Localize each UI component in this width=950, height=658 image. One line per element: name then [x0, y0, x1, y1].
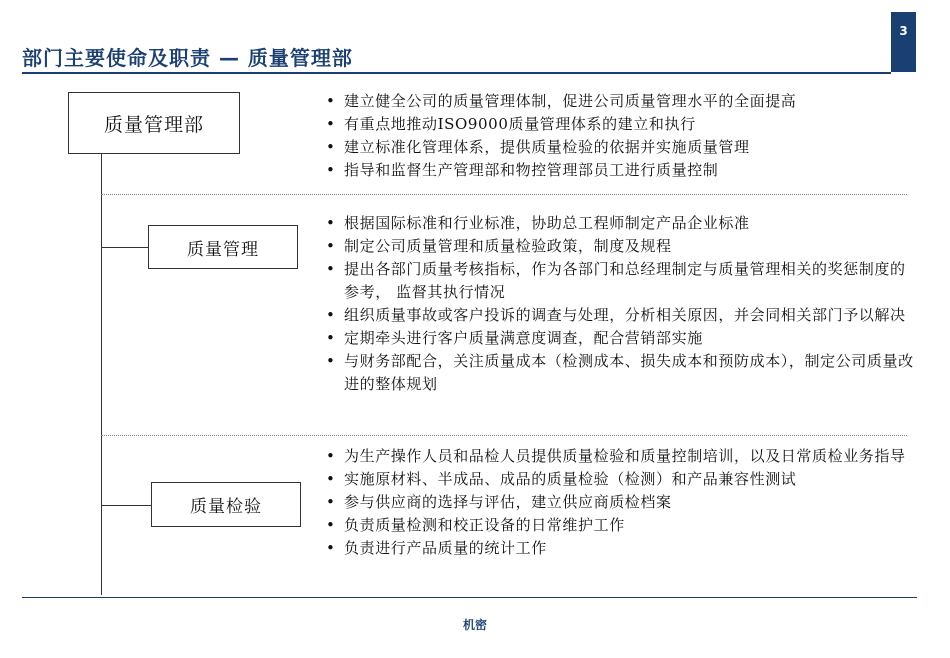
section-divider-1	[101, 194, 907, 195]
list-item: • 建立健全公司的质量管理体制，促进公司质量管理水平的全面提高	[326, 90, 916, 113]
list-item: • 实施原材料、半成品、成品的质量检验（检测）和产品兼容性测试	[326, 468, 916, 491]
page-number-badge: 3	[891, 12, 916, 72]
list-item: • 参与供应商的选择与评估，建立供应商质检档案	[326, 491, 916, 514]
section-divider-2	[101, 435, 907, 436]
list-item: • 制定公司质量管理和质量检验政策，制度及规程	[326, 235, 916, 258]
org-box-quality-management	[148, 225, 298, 269]
quality-management-duties-list	[326, 212, 916, 396]
list-item: • 定期牵头进行客户质量满意度调查，配合营销部实施	[326, 327, 916, 350]
list-item: • 与财务部配合，关注质量成本（检测成本、损失成本和预防成本），制定公司质量改进的整体规划	[326, 350, 916, 396]
org-connector-quality-inspection	[101, 505, 151, 506]
list-item: • 根据国际标准和行业标准，协助总工程师制定产品企业标准	[326, 212, 916, 235]
list-item: • 组织质量事故或客户投诉的调查与处理，分析相关原因，并会同相关部门予以解决	[326, 304, 916, 327]
org-box-quality-inspection	[151, 482, 301, 527]
list-item: • 负责进行产品质量的统计工作	[326, 537, 916, 560]
org-box-label: 质量检验	[190, 497, 262, 517]
department-mission-list	[326, 90, 916, 182]
list-item: • 提出各部门质量考核指标，作为各部门和总经理制定与质量管理相关的奖惩制度的参考， 监督其执行情况	[326, 258, 916, 304]
org-box-label: 质量管理部	[103, 113, 204, 136]
list-item: • 指导和监督生产管理部和物控管理部员工进行质量控制	[326, 159, 916, 182]
list-item: • 有重点地推动ISO9000质量管理体系的建立和执行	[326, 113, 916, 136]
list-item: • 负责质量检测和校正设备的日常维护工作	[326, 514, 916, 537]
org-connector-quality-management	[101, 247, 148, 248]
org-box-label: 质量管理	[187, 239, 259, 260]
org-box-quality-department	[68, 92, 240, 154]
org-connector-vertical	[101, 154, 102, 595]
footer-rule	[22, 597, 917, 598]
quality-inspection-duties-list	[326, 445, 916, 560]
confidential-label: 机密	[462, 618, 487, 632]
title-underline	[22, 72, 891, 74]
page-title: 部门主要使命及职责 — 质量管理部	[22, 46, 353, 70]
list-item: • 为生产操作人员和品检人员提供质量检验和质量控制培训，以及日常质检业务指导	[326, 445, 916, 468]
list-item: • 建立标准化管理体系，提供质量检验的依据并实施质量管理	[326, 136, 916, 159]
